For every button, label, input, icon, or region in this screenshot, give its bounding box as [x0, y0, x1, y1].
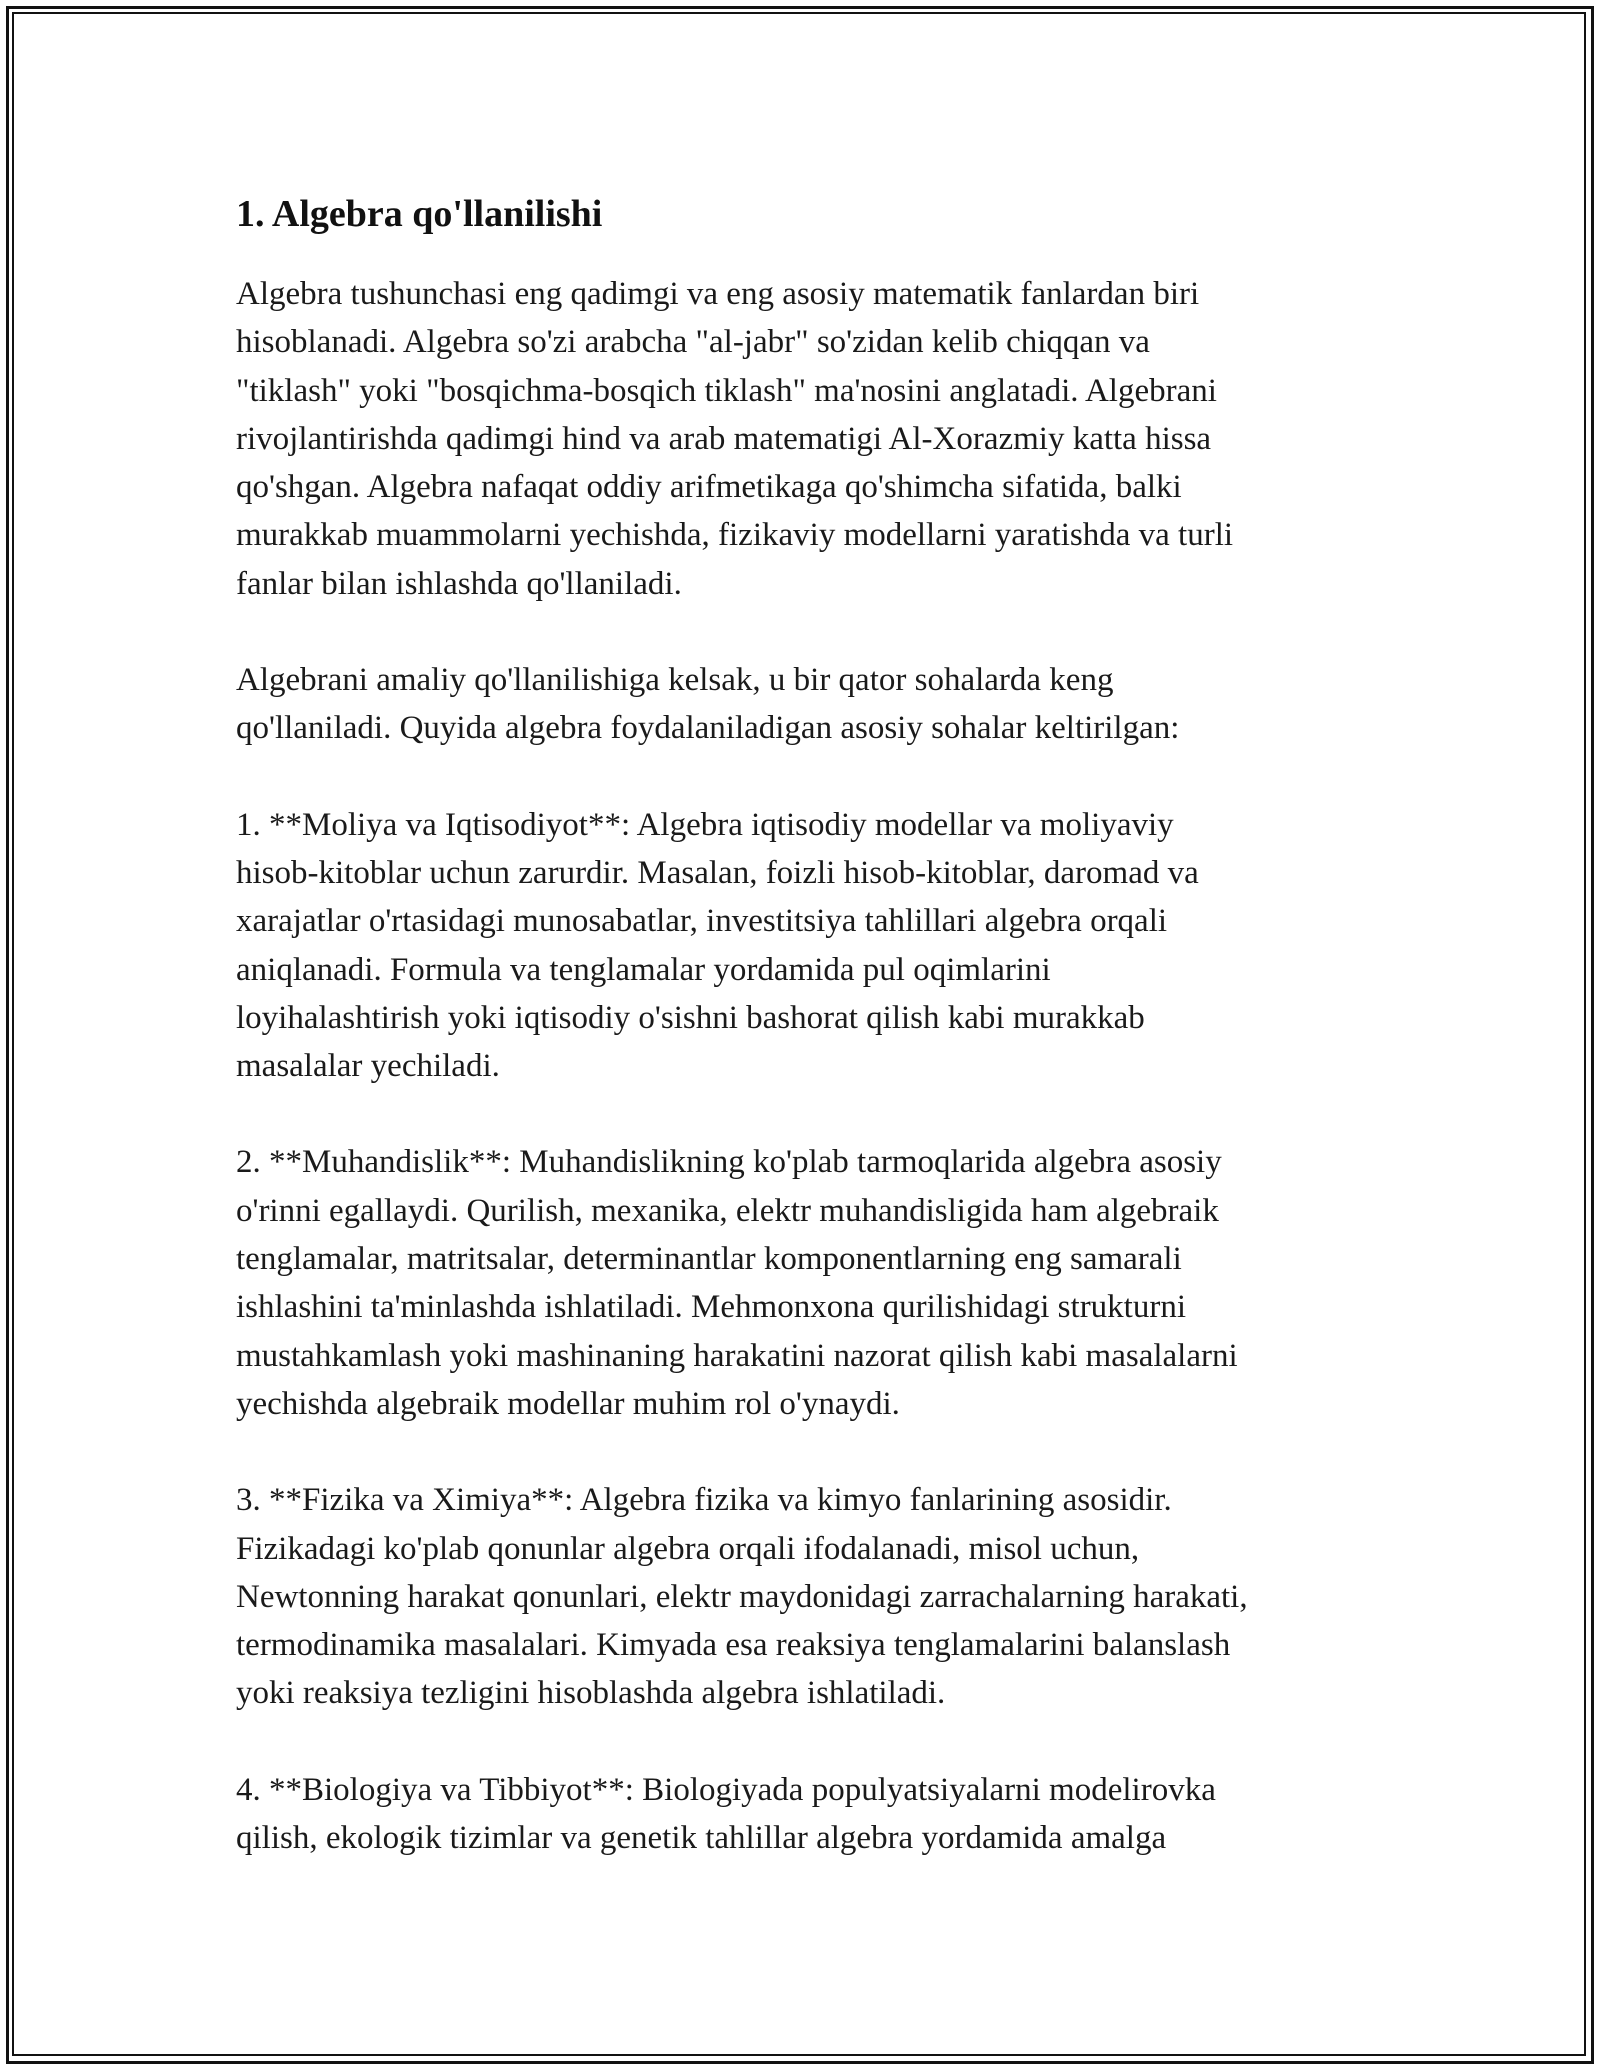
paragraph-applications-intro: Algebrani amaliy qo'llanilishiga kelsak, u bir qator sohalarda keng qo'llaniladi. Quyida algebra foydalaniladigan asosiy sohalar keltirilgan: [236, 662, 1180, 747]
list-item-finance: 1. **Moliya va Iqtisodiyot**: Algebra iqtisodiy modellar va moliyaviy hisob-kitoblar uchun zarurdir. Masalan, foizli hisob-kitoblar, daromad va xarajatlar o'rtasidagi munosabatlar, investitsiya tahlillari algebra orqali aniqlanadi. Formula va tenglamalar yordamida pul oqimlarini loyihalashtirish yoki iqtisodiy o'sishni bashorat qilish kabi murakkab masalalar yechiladi. [236, 806, 1199, 1085]
list-item-biology-medicine: 4. **Biologiya va Tibbiyot**: Biologiyada populyatsiyalarni modelirovka qilish, ekologik tizimlar va genetik tahlillar algebra yordamida amalga [236, 1771, 1216, 1857]
list-item-engineering: 2. **Muhandislik**: Muhandislikning ko'plab tarmoqlarida algebra asosiy o'rinni egallaydi. Qurilish, mexanika, elektr muhandisligida ham algebraik tenglamalar, matritsalar, determinantlar komponentlarning eng samarali ishlashini ta'minlashda ishlatiladi. Mehmonxona qurilishidagi strukturni mustahkamlash yoki mashinaning harakatini nazorat qilish kabi masalalarni yechishda algebraik modellar muhim rol o'ynaydi. [236, 1144, 1238, 1422]
section-heading: 1. Algebra qo'llanilishi [236, 193, 603, 235]
list-item-physics-chemistry: 3. **Fizika va Ximiya**: Algebra fizika va kimyo fanlarining asosidir. Fizikadagi ko'plab qonunlar algebra orqali ifodalanadi, misol uchun, Newtonning harakat qonunlari, elektr maydonidagi zarrachalarning harakati, termodinamika masalalari. Kimyada esa reaksiya tenglamalarini balanslash yoki reaksiya tezligini hisoblashda algebra ishlatiladi. [236, 1482, 1248, 1712]
document-body [236, 182, 1396, 1862]
paragraph-intro: Algebra tushunchasi eng qadimgi va eng asosiy matematik fanlardan biri hisoblanadi. Algebra so'zi arabcha "al-jabr" so'zidan kelib chiqqan va "tiklash" yoki "bosqichma-bosqich tiklash" ma'nosini anglatadi. Algebrani rivojlantirishda qadimgi hind va arab matematigi Al-Xorazmiy katta hissa qo'shgan. Algebra nafaqat oddiy arifmetikaga qo'shimcha sifatida, balki murakkab muammolarni yechishda, fizikaviy modellarni yaratishda va turli fanlar bilan ishlashda qo'llaniladi. [236, 276, 1234, 602]
